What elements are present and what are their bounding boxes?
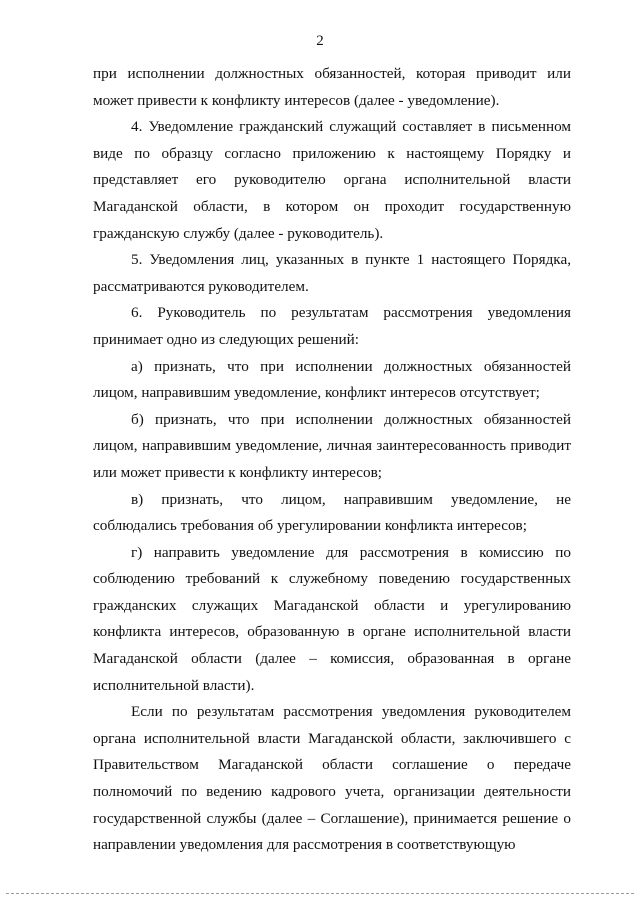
paragraph-item-6: 6. Руководитель по результатам рассмотрения уведомления принимает одно из следующих решений: xyxy=(93,304,571,348)
subitem-g: г) направить уведомление для рассмотрения в комиссию по соблюдению требований к служебному поведению государственных гражданских служащих Магаданской области и урегулированию конфликта интересов, образованную в органе исполнительной власти Магаданской области (далее – комиссия, образованная в органе исполнительной власти). xyxy=(93,543,571,694)
paragraph-item-5: 5. Уведомления лиц, указанных в пункте 1 настоящего Порядка, рассматриваются руководителем. xyxy=(93,251,571,295)
paragraph-continuation: при исполнении должностных обязанностей, которая приводит или может привести к конфликту интересов (далее - уведомление). xyxy=(93,65,571,109)
paragraph-item-4: 4. Уведомление гражданский служащий составляет в письменном виде по образцу согласно приложению к настоящему Порядку и представляет его руководителю органа исполнительной власти Магаданской области, в котором он проходит государственную гражданскую службу (далее - руководитель). xyxy=(93,118,571,242)
subitem-a: а) признать, что при исполнении должностных обязанностей лицом, направившим уведомление, конфликт интересов отсутствует; xyxy=(93,357,571,402)
paragraph-agreement: Если по результатам рассмотрения уведомления руководителем органа исполнительной власти Магаданской области, заключившего с Правительством Магаданской области соглашение о передаче полномочий по ведению кадрового учета, организации деятельности государственной службы (далее – Соглашение), принимается решение о направлении уведомления для рассмотрения в соответствующую xyxy=(93,703,571,854)
subitem-v: в) признать, что лицом, направившим уведомление, не соблюдались требования об урегулировании конфликта интересов; xyxy=(93,490,571,535)
document-body xyxy=(93,61,571,859)
page-number: 2 xyxy=(316,33,324,49)
page-bottom-divider xyxy=(6,893,634,894)
subitem-b: б) признать, что при исполнении должностных обязанностей лицом, направившим уведомление, личная заинтересованность приводит или может привести к конфликту интересов; xyxy=(93,410,571,481)
